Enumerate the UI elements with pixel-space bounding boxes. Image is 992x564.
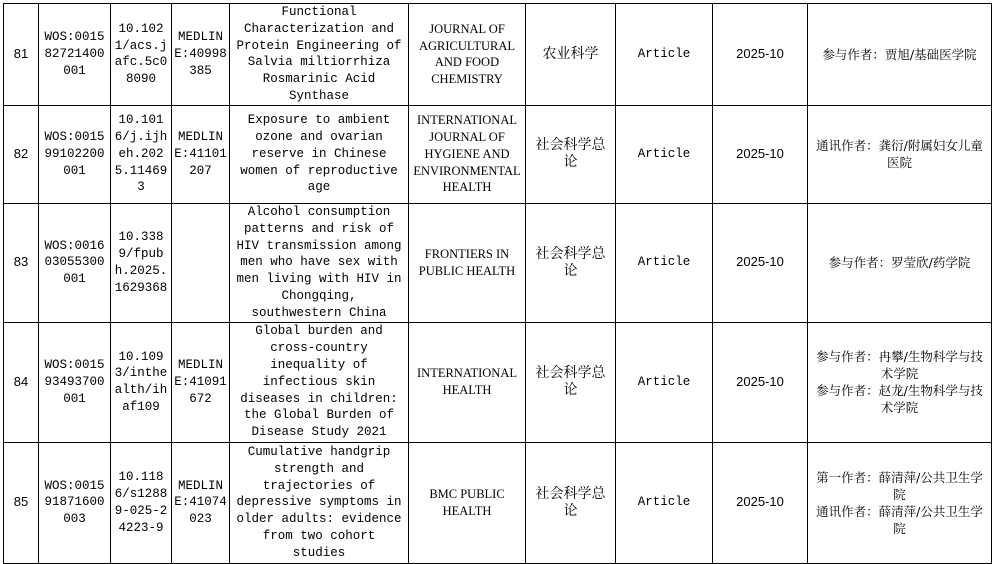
publication-date: 2025-10 (713, 4, 808, 106)
document-type: Article (616, 442, 713, 563)
author-entry: 第一作者：薛清萍/公共卫生学院 (816, 469, 983, 502)
article-title: Functional Characterization and Protein Engineering of Salvia miltiorrhiza Rosmarinic Acid Synthase (230, 4, 409, 106)
document-type: Article (616, 322, 713, 442)
medline-id: MEDLINE:41091672 (172, 322, 230, 442)
author-entry: 参与作者：贾旭/基础医学院 (822, 46, 977, 62)
publication-date: 2025-10 (713, 322, 808, 442)
row-number: 83 (4, 203, 39, 322)
table-row (4, 322, 992, 442)
authors-cell (808, 203, 992, 322)
article-title: Exposure to ambient ozone and ovarian reserve in Chinese women of reproductive age (230, 105, 409, 203)
document-type: Article (616, 105, 713, 203)
authors-cell (808, 105, 992, 203)
subject-category: 社会科学总论 (526, 105, 616, 203)
article-title: Alcohol consumption patterns and risk of HIV transmission among men who have sex with men living with HIV in Chongqing, southwestern China (230, 203, 409, 322)
wos-id: WOS:001582721400001 (39, 4, 111, 106)
document-type: Article (616, 4, 713, 106)
table-row (4, 442, 992, 563)
doi: 10.1186/s12889-025-24223-9 (111, 442, 172, 563)
table-row (4, 105, 992, 203)
row-number: 81 (4, 4, 39, 106)
doi: 10.1016/j.ijheh.2025.114693 (111, 105, 172, 203)
subject-category: 社会科学总论 (526, 322, 616, 442)
row-number: 84 (4, 322, 39, 442)
authors-cell (808, 442, 992, 563)
wos-id: WOS:001591871600003 (39, 442, 111, 563)
journal-name: BMC PUBLIC HEALTH (409, 442, 526, 563)
table-row (4, 203, 992, 322)
row-number: 85 (4, 442, 39, 563)
wos-id: WOS:001599102200001 (39, 105, 111, 203)
publication-table (3, 3, 992, 564)
publication-date: 2025-10 (713, 105, 808, 203)
table-body (4, 4, 992, 564)
medline-id (172, 203, 230, 322)
journal-name: INTERNATIONAL JOURNAL OF HYGIENE AND ENVIRONMENTAL HEALTH (409, 105, 526, 203)
wos-id: WOS:001603055300001 (39, 203, 111, 322)
doi: 10.1021/acs.jafc.5c08090 (111, 4, 172, 106)
table-row (4, 4, 992, 106)
author-entry: 参与作者：冉攀/生物科学与技术学院 (816, 349, 983, 382)
document-type: Article (616, 203, 713, 322)
medline-id: MEDLINE:41074023 (172, 442, 230, 563)
authors-cell (808, 4, 992, 106)
doi: 10.3389/fpubh.2025.1629368 (111, 203, 172, 322)
subject-category: 社会科学总论 (526, 442, 616, 563)
medline-id: MEDLINE:40998385 (172, 4, 230, 106)
publication-date: 2025-10 (713, 442, 808, 563)
author-entry: 通讯作者：薛清萍/公共卫生学院 (816, 503, 983, 536)
publication-date: 2025-10 (713, 203, 808, 322)
journal-name: INTERNATIONAL HEALTH (409, 322, 526, 442)
article-title: Global burden and cross-country inequality of infectious skin diseases in children: the Global Burden of Disease Study 2021 (230, 322, 409, 442)
subject-category: 农业科学 (526, 4, 616, 106)
author-entry: 通讯作者：龚衍/附属妇女儿童医院 (816, 138, 983, 171)
author-entry: 参与作者：赵龙/生物科学与技术学院 (816, 383, 983, 416)
authors-cell (808, 322, 992, 442)
row-number: 82 (4, 105, 39, 203)
subject-category: 社会科学总论 (526, 203, 616, 322)
journal-name: FRONTIERS IN PUBLIC HEALTH (409, 203, 526, 322)
medline-id: MEDLINE:41101207 (172, 105, 230, 203)
author-entry: 参与作者：罗莹欣/药学院 (828, 255, 971, 271)
article-title: Cumulative handgrip strength and trajectories of depressive symptoms in older adults: evidence from two cohort studies (230, 442, 409, 563)
doi: 10.1093/inthealth/ihaf109 (111, 322, 172, 442)
journal-name: JOURNAL OF AGRICULTURAL AND FOOD CHEMISTRY (409, 4, 526, 106)
wos-id: WOS:001593493700001 (39, 322, 111, 442)
